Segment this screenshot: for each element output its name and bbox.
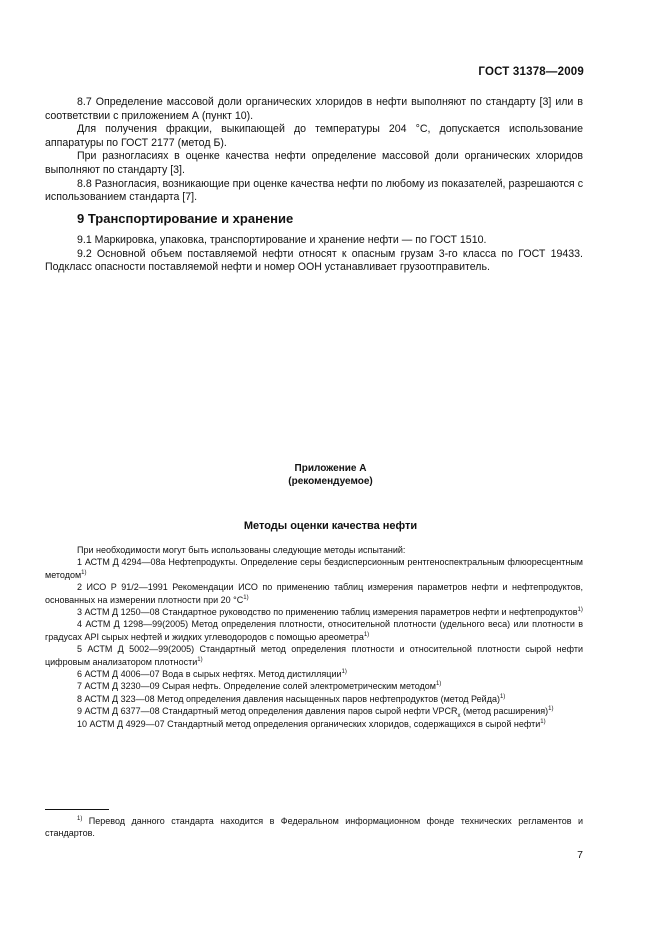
methods-intro: При необходимости могут быть использованы следующие методы испытаний: (77, 545, 406, 555)
section-8-text (45, 96, 583, 205)
method-item: 4 АСТМ Д 1298—99(2005) Метод определения плотности, относительной плотности (удельного веса) или плотности в градусах API сырых нефтей и жидких углеводородов с помощью ареометра$^{1)}$ (45, 619, 583, 642)
appendix-label: Приложение А (294, 463, 367, 474)
method-item: 6 АСТМ Д 4006—07 Вода в сырых нефтях. Метод дистилляции$^{1)}$ (77, 669, 347, 680)
paragraph-8-7: 8.7 Определение массовой доли органических хлоридов в нефти выполняют по стандарту [3] или в соответствии с приложением А (пункт 10). (45, 96, 583, 122)
paragraph-8-8: 8.8 Разногласия, возникающие при оценке качества нефти по любому из показателей, разрешаются с использованием стандарта [7]. (45, 177, 583, 204)
document-id: ГОСТ 31378—2009 (478, 66, 584, 78)
method-item: 9 АСТМ Д 6377—08 Стандартный метод определения давления паров сырой нефти $VPCR_x$ (метод расширения)$^{1)}$ (77, 706, 554, 720)
paragraph-9-2: 9.2 Основной объем поставляемой нефти относят к опасным грузам 3-го класса по ГОСТ 19433. Подкласс опасности поставляемой нефти и номер ООН устанавливает грузоотправитель. (45, 247, 583, 274)
footnote-ref: 1) (363, 631, 370, 638)
section-9-text (45, 234, 583, 275)
footnote-ref: 1) (577, 607, 583, 614)
paragraph-disagreements: При разногласиях в оценке качества нефти определение массовой доли органических хлоридов выполняют по стандарту [3]. (45, 150, 583, 176)
method-item: 5 АСТМ Д 5002—99(2005) Стандартный метод определения плотности и относительной плотности сырой нефти цифровым анализатором плотности$^{1)}$ (45, 644, 583, 667)
footnote-divider (45, 809, 109, 810)
methods-list (45, 544, 583, 730)
footnote-text: Перевод данного стандарта находится в Федеральном информационном фонде технических регламентов и стандартов. (45, 816, 583, 839)
page-number: 7 (577, 849, 583, 861)
appendix-label-block (45, 462, 616, 488)
footnote-ref: 1) (548, 706, 554, 713)
footnote-ref: 1) (435, 681, 442, 688)
section-9-heading: 9 Транспортирование и хранение (77, 211, 294, 226)
footnote-ref: 1) (499, 693, 506, 700)
footnote-mark: 1) (77, 816, 83, 822)
paragraph-9-1: 9.1 Маркировка, упаковка, транспортирование и хранение нефти — по ГОСТ 1510. (77, 234, 487, 246)
footnote-ref: 1) (243, 594, 249, 601)
method-item: 7 АСТМ Д 3230—09 Сырая нефть. Определение солей электрометрическим методом$^{1)}$ (77, 681, 442, 692)
method-item: 8 АСТМ Д 323—08 Метод определения давления насыщенных паров нефтепродуктов (метод Рейда)$^{1)}$ (77, 693, 506, 704)
method-item: 1 АСТМ Д 4294—08а Нефтепродукты. Определение серы бездисперсионным рентгеноспектральным флюоресцентным методом$^{1)}$ (45, 557, 583, 580)
appendix-title: Методы оценки качества нефти (243, 520, 418, 532)
footnote-ref: 1) (341, 669, 347, 676)
method-item: 3 АСТМ Д 1250—08 Стандартное руководство по применению таблиц измерения параметров нефти и нефтепродуктов$^{1)}$ (77, 607, 583, 618)
footnote-ref: 1) (540, 718, 546, 725)
appendix-status: (рекомендуемое) (288, 476, 373, 487)
footnote (45, 815, 583, 840)
method-item: 10 АСТМ Д 4929—07 Стандартный метод определения органических хлоридов, содержащихся в сырой нефти$^{1)}$ (77, 718, 546, 729)
footnote-ref: 1) (81, 569, 87, 576)
footnote-ref: 1) (197, 656, 203, 663)
method-item: 2 ИСО Р 91/2—1991 Рекомендации ИСО по применению таблиц измерения параметров нефти и нефтепродуктов, основанных на измерении плотности при 20 $^\circ С^{1)}$ (45, 582, 583, 605)
paragraph-fraction: Для получения фракции, выкипающей до температуры 204 °С, допускается использование аппаратуры по ГОСТ 2177 (метод Б). (45, 123, 583, 149)
